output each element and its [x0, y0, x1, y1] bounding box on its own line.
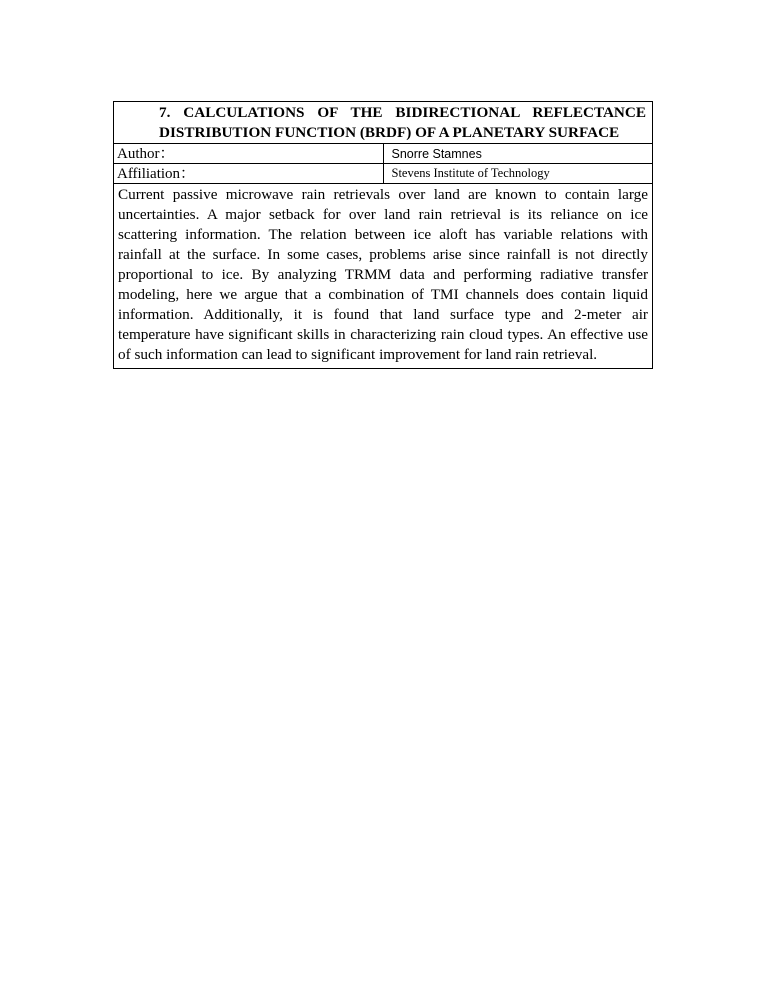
abstract-row: [114, 184, 653, 369]
author-row: [114, 144, 653, 164]
author-label: Author：: [114, 144, 384, 164]
title-row: [114, 102, 653, 144]
paper-title: [114, 102, 653, 144]
author-name: Snorre Stamnes: [383, 144, 653, 164]
affiliation-row: [114, 164, 653, 184]
title-line-2: DISTRIBUTION FUNCTION (BRDF) OF A PLANETARY SURFACE: [159, 124, 620, 141]
title-line-1: 7. CALCULATIONS OF THE BIDIRECTIONAL REFLECTANCE: [159, 104, 646, 121]
abstract-table: [113, 101, 653, 369]
affiliation-name: Stevens Institute of Technology: [383, 164, 653, 184]
abstract-text: Current passive microwave rain retrievals over land are known to contain large uncertainties. A major setback for over land rain retrieval is its reliance on ice scattering information. The relation between ice aloft has variable relations with rainfall at the surface. In some cases, problems arise since rainfall is not directly proportional to ice. By analyzing TRMM data and performing radiative transfer modeling, here we argue that a combination of TMI channels does contain liquid information. Additionally, it is found that land surface type and 2-meter air temperature have significant skills in characterizing rain cloud types. An effective use of such information can lead to significant improvement for land rain retrieval.: [114, 184, 653, 369]
affiliation-label: Affiliation：: [114, 164, 384, 184]
